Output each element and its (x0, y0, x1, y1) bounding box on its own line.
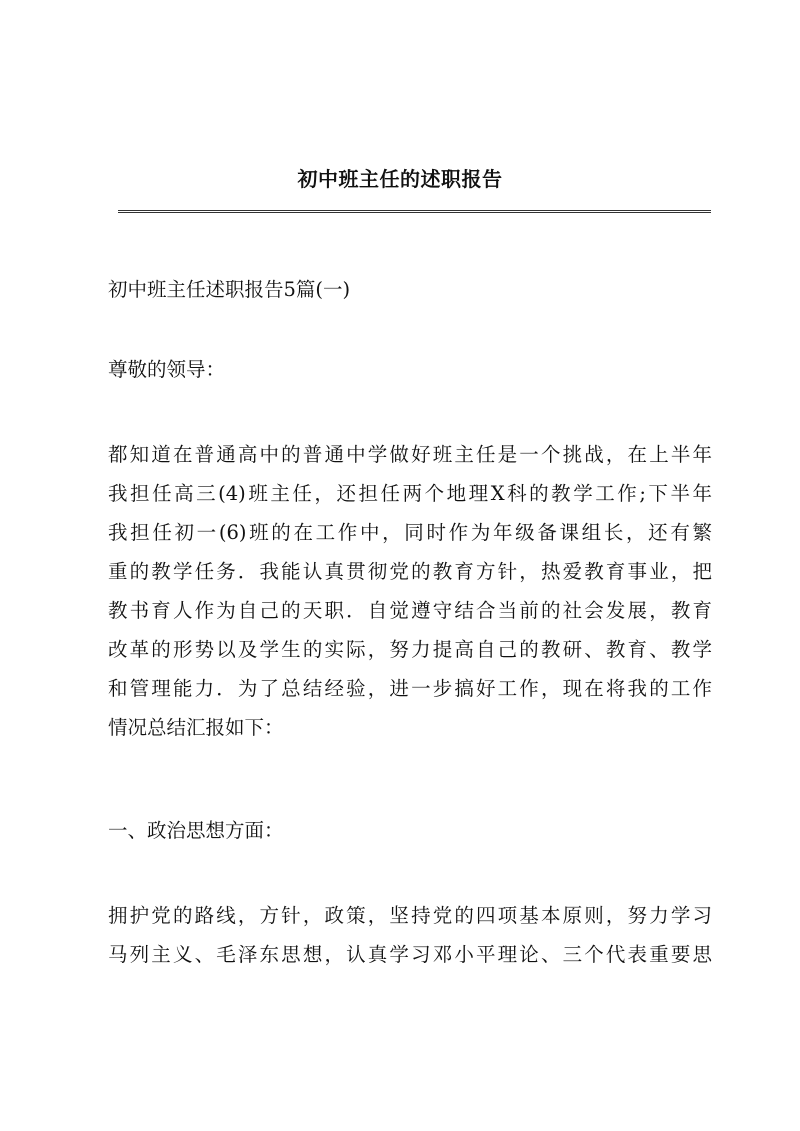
paragraph-line: 拥护党的路线，方针，政策，坚持党的四项基本原则，努力学习 (108, 904, 712, 927)
salutation: 尊敬的领导： (108, 358, 226, 381)
paragraph-line: 我担任初一(6)班的在工作中，同时作为年级备课组长，还有繁 (108, 521, 712, 544)
paragraph-line: 重的教学任务．我能认真贯彻党的教育方针，热爱教育事业，把 (108, 560, 712, 583)
paragraph-politics (108, 896, 712, 974)
paragraph-line: 改革的形势以及学生的实际，努力提高自己的教研、教育、教学 (108, 638, 712, 661)
section-heading-politics: 一、政治思想方面： (108, 819, 284, 842)
paragraph-intro (108, 435, 712, 747)
paragraph-line: 马列主义、毛泽东思想，认真学习邓小平理论、三个代表重要思 (108, 943, 712, 966)
document-subtitle: 初中班主任述职报告5篇(一) (108, 278, 351, 301)
title-divider (118, 210, 711, 213)
document-title: 初中班主任的述职报告 (297, 167, 503, 191)
paragraph-line: 教书育人作为自己的天职．自觉遵守结合当前的社会发展，教育 (108, 599, 712, 622)
paragraph-line: 我担任高三(4)班主任，还担任两个地理X科的教学工作;下半年 (108, 482, 712, 505)
paragraph-line: 都知道在普通高中的普通中学做好班主任是一个挑战，在上半年 (108, 443, 712, 466)
paragraph-line: 和管理能力．为了总结经验，进一步搞好工作，现在将我的工作 (108, 677, 712, 700)
paragraph-line: 情况总结汇报如下： (108, 716, 284, 739)
